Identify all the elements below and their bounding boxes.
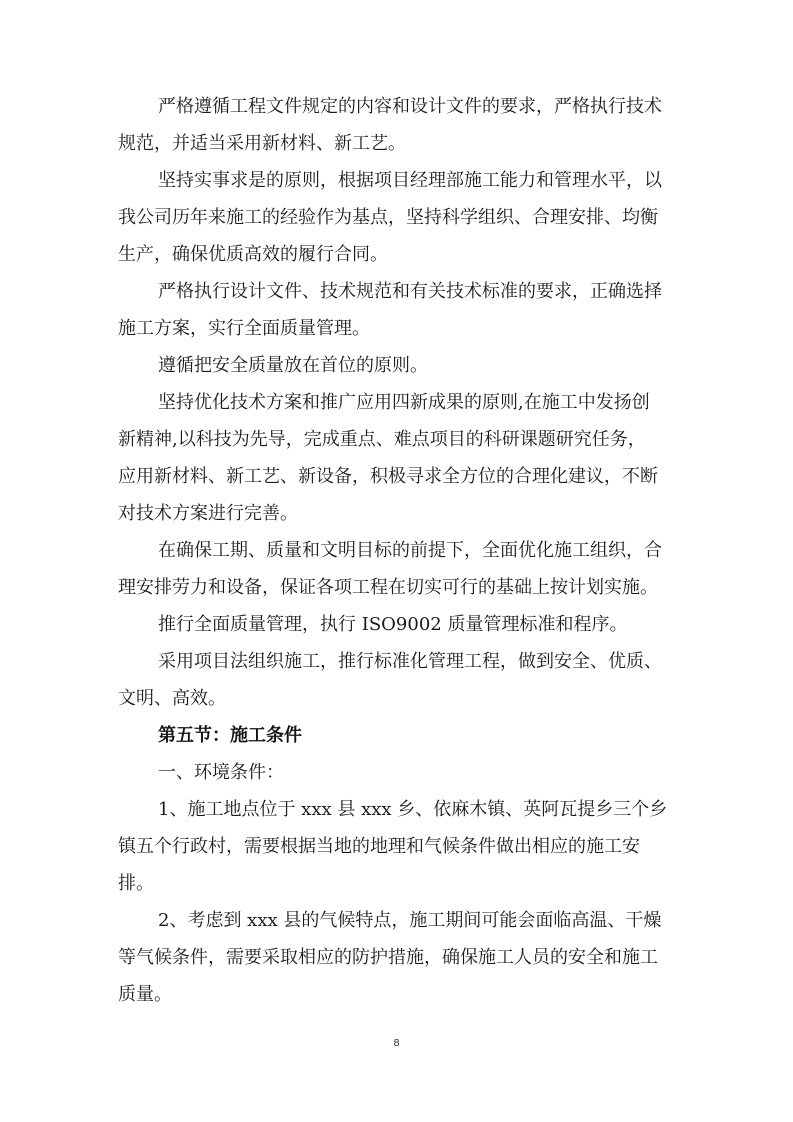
text-line: 理安排劳力和设备，保证各项工程在切实可行的基础上按计划实施。 (118, 577, 658, 598)
text-line: 坚持实事求是的原则，根据项目经理部施工能力和管理水平，以 (158, 170, 662, 191)
text-line: 1、施工地点位于 xxx 县 xxx 乡、依麻木镇、英阿瓦提乡三个乡 (158, 799, 668, 820)
text-line: 遵循把安全质量放在首位的原则。 (158, 355, 428, 376)
text-line: 应用新材料、新工艺、新设备，积极寻求全方位的合理化建议，不断 (118, 466, 658, 487)
text-line: 镇五个行政村，需要根据当地的地理和气候条件做出相应的施工安 (118, 836, 640, 857)
text-line: 排。 (118, 873, 154, 894)
text-line: 我公司历年来施工的经验作为基点，坚持科学组织、合理安排、均衡 (118, 207, 658, 228)
text-line: 坚持优化技术方案和推广应用四新成果的原则,在施工中发扬创 (158, 392, 650, 413)
text-line: 对技术方案进行完善。 (118, 503, 298, 524)
subsection-heading: 一、环境条件： (158, 762, 284, 783)
text-line: 新精神,以科技为先导，完成重点、难点项目的科研课题研究任务， (118, 429, 646, 450)
text-line: 施工方案，实行全面质量管理。 (118, 318, 370, 339)
text-line: 规范，并适当采用新材料、新工艺。 (118, 133, 406, 154)
page-number: 8 (393, 1038, 400, 1049)
text-line: 严格执行设计文件、技术规范和有关技术标准的要求，正确选择 (158, 281, 662, 302)
text-line: 推行全面质量管理，执行 ISO9002 质量管理标准和程序。 (158, 614, 628, 635)
text-line: 采用项目法组织施工，推行标准化管理工程，做到安全、优质、 (158, 651, 662, 672)
text-line: 2、考虑到 xxx 县的气候特点，施工期间可能会面临高温、干燥 (158, 910, 662, 931)
section-heading: 第五节：施工条件 (158, 725, 302, 746)
text-line: 等气候条件，需要采取相应的防护措施，确保施工人员的安全和施工 (118, 947, 658, 968)
text-line: 文明、高效。 (118, 688, 226, 709)
text-line: 质量。 (118, 984, 172, 1005)
text-line: 生产，确保优质高效的履行合同。 (118, 244, 388, 265)
text-line: 在确保工期、质量和文明目标的前提下，全面优化施工组织，合 (158, 540, 662, 561)
text-line: 严格遵循工程文件规定的内容和设计文件的要求，严格执行技术 (158, 96, 662, 117)
